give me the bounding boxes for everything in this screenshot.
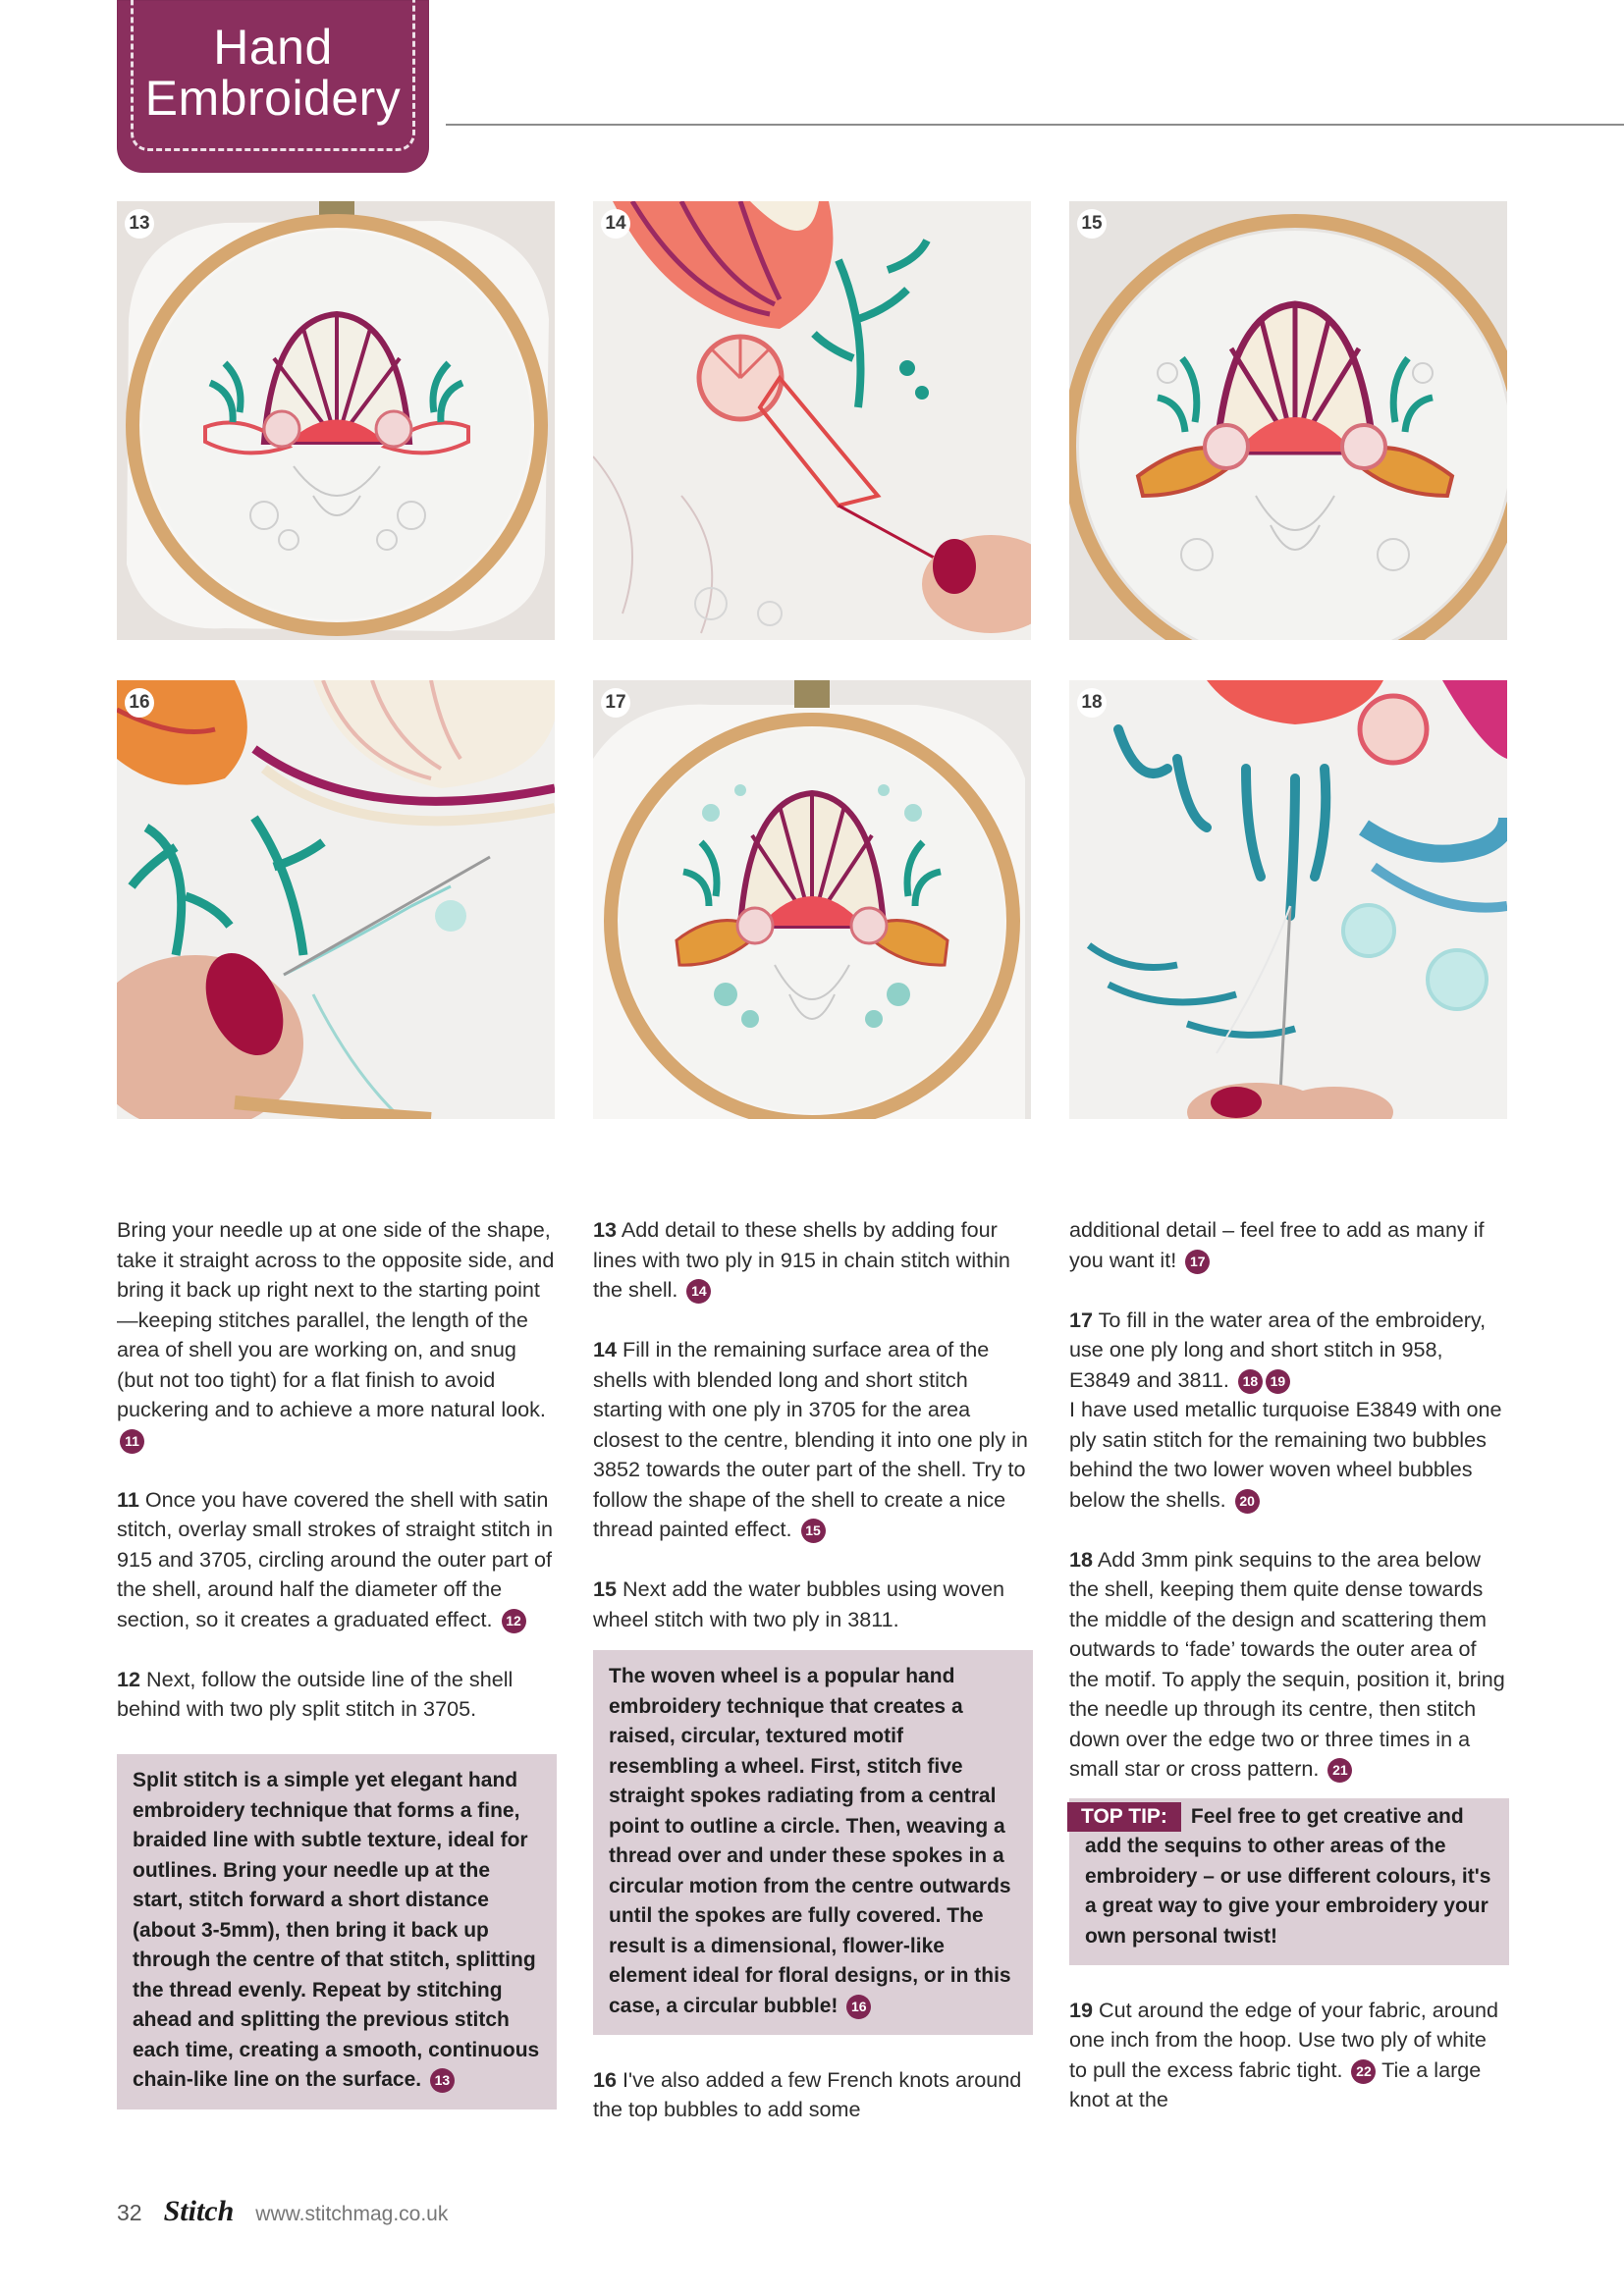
intro-text: Bring your needle up at one side of the shape, take it straight across to the opposite side, and bring it back up right next to the starting point—keeping stitches parallel, the length of the area of shell you are working on, and snug (but not too tight) for a flat finish to avoid puckering and to achieve a more natural look. (117, 1217, 555, 1421)
step-15-paragraph (593, 1575, 1033, 1634)
embroidery-closeup-photo-14 (593, 201, 1031, 640)
section-badge (117, 0, 429, 173)
step-number-badge: 18 (1077, 688, 1107, 718)
image-ref-badge: 17 (1185, 1250, 1210, 1274)
image-ref-badge: 14 (686, 1279, 711, 1304)
section-title-line1: Hand (213, 19, 333, 75)
step-number: 12 (117, 1666, 141, 1691)
photo-step-17 (593, 680, 1031, 1119)
step-number-badge: 17 (601, 688, 630, 718)
step-16-paragraph (593, 2065, 1033, 2125)
step-number: 15 (593, 1576, 618, 1601)
step-text: Fill in the remaining surface area of the shells with blended long and short stitch starting with one ply in 3705 for the area closest to the centre, blending it into one ply in 3852 towards the outer part of the shell. Try to follow the shape of the shell to create a nice thread painted effect. (593, 1337, 1028, 1541)
image-ref-badge: 18 (1238, 1369, 1263, 1394)
step-text-extra: I have used metallic turquoise E3849 with one ply satin stitch for the remaining two bubbles behind the two lower woven wheel bubbles below the shells. (1069, 1397, 1502, 1512)
header-divider (446, 124, 1624, 126)
step-text: Once you have covered the shell with satin stitch, overlay small strokes of straight stitch in 915 and 3705, circling around the outer part of the shell, around half the diameter off the section, so it creates a graduated effect. (117, 1486, 554, 1631)
step-text: Add detail to these shells by adding four lines with two ply in 915 in chain stitch within the shell. (593, 1217, 1010, 1302)
image-ref-badge: 15 (801, 1519, 826, 1543)
step-number: 17 (1069, 1307, 1094, 1332)
step-text: Next add the water bubbles using woven wheel stitch with two ply in 3811. (593, 1576, 1004, 1631)
embroidery-hoop-photo-15 (1069, 201, 1507, 640)
photo-step-13 (117, 201, 555, 640)
step-number-badge: 13 (125, 209, 154, 239)
image-ref-badge: 21 (1327, 1758, 1352, 1783)
step-number: 13 (593, 1217, 618, 1242)
step-number-badge: 15 (1077, 209, 1107, 239)
step-text: Add 3mm pink sequins to the area below the shell, keeping them quite dense towards the middle of the design and scattering them outwards to ‘fade’ towards the outer area of the motif. To apply the sequin, position it, bring the needle up through its centre, then stitch down over the edge two or three times in a small star or cross pattern. (1069, 1546, 1505, 1781)
image-ref-badge: 22 (1351, 2059, 1376, 2084)
image-ref-badge: 20 (1235, 1489, 1260, 1514)
photo-step-16 (117, 680, 555, 1119)
info-box-text: The woven wheel is a popular hand embroidery technique that creates a raised, circular, textured motif resembling a wheel. First, stitch five straight spokes radiating from a central point to outline a circle. Then, weaving a thread over and under these spokes in a circular motion from the centre outwards until the spokes are fully covered. The result is a dimensional, flower-like element ideal for floral designs, or in this case, a circular bubble! (609, 1665, 1011, 2017)
step-text: Next, follow the outside line of the shell behind with two ply split stitch in 3705. (117, 1666, 514, 1721)
step-17-paragraph (1069, 1306, 1509, 1516)
top-tip-box (1069, 1798, 1509, 1966)
step-12-paragraph (117, 1665, 557, 1725)
split-stitch-info-box (117, 1754, 557, 2109)
step-number-badge: 14 (601, 209, 630, 239)
embroidery-hoop-photo-13 (117, 201, 555, 640)
step-text: I've also added a few French knots around the top bubbles to add some (593, 2066, 1022, 2121)
text-column-1 (117, 1215, 557, 2139)
image-ref-badge: 11 (120, 1429, 144, 1454)
top-tip-label: TOP TIP: (1067, 1802, 1181, 1833)
magazine-logo: Stitch (163, 2195, 235, 2227)
continued-paragraph (1069, 1215, 1509, 1275)
text-column-2 (593, 1215, 1033, 2155)
step-text: Cut around the edge of your fabric, around one inch from the hoop. Use two ply of white to pull the excess fabric tight. (1069, 1997, 1498, 2082)
badge-stitch-border (131, 0, 415, 151)
embroidery-closeup-photo-18 (1069, 680, 1507, 1119)
step-number: 14 (593, 1337, 618, 1362)
photo-step-18 (1069, 680, 1507, 1119)
woven-wheel-info-box (593, 1650, 1033, 2035)
step-18-paragraph (1069, 1545, 1509, 1785)
image-ref-badge: 12 (502, 1609, 526, 1633)
step-14-paragraph (593, 1335, 1033, 1545)
step-number: 11 (117, 1486, 139, 1512)
text-column-3 (1069, 1215, 1509, 2145)
step-number-badge: 16 (125, 688, 154, 718)
section-title-line2: Embroidery (144, 70, 402, 126)
intro-paragraph (117, 1215, 557, 1455)
photo-step-14 (593, 201, 1031, 640)
step-19-paragraph (1069, 1996, 1509, 2115)
page-footer (117, 2195, 448, 2228)
page-number: 32 (117, 2200, 142, 2225)
continued-text: additional detail – feel free to add as many if you want it! (1069, 1217, 1485, 1272)
step-11-paragraph (117, 1485, 557, 1635)
photo-step-15 (1069, 201, 1507, 640)
top-tip-text: Feel free to get creative and add the sequins to other areas of the embroidery – or use different colours, it's a great way to give your embroidery your own personal twist! (1085, 1804, 1491, 1948)
image-ref-badge: 13 (430, 2068, 455, 2093)
embroidery-closeup-photo-16 (117, 680, 555, 1119)
step-number: 19 (1069, 1997, 1094, 2022)
step-number: 16 (593, 2066, 618, 2092)
embroidery-hoop-photo-17 (593, 680, 1031, 1119)
step-text: To fill in the water area of the embroidery, use one ply long and short stitch in 958, E3849 and 3811. (1069, 1307, 1487, 1392)
step-13-paragraph (593, 1215, 1033, 1306)
step-text-tail: Tie a large knot at the (1069, 2056, 1482, 2111)
website-link[interactable]: www.stitchmag.co.uk (255, 2203, 449, 2225)
step-number: 18 (1069, 1546, 1094, 1572)
info-box-text: Split stitch is a simple yet elegant hand embroidery technique that forms a fine, braided line with subtle texture, ideal for outlines. Bring your needle up at the start, stitch forward a short distance (about 3-5mm), then bring it back up through the centre of that stitch, splitting the thread evenly. Repeat by stitching ahead and splitting the previous stitch each time, creating a smooth, continuous chain-like line on the surface. (133, 1769, 540, 2091)
image-ref-badge: 16 (846, 1995, 871, 2019)
image-ref-badge: 19 (1266, 1369, 1290, 1394)
